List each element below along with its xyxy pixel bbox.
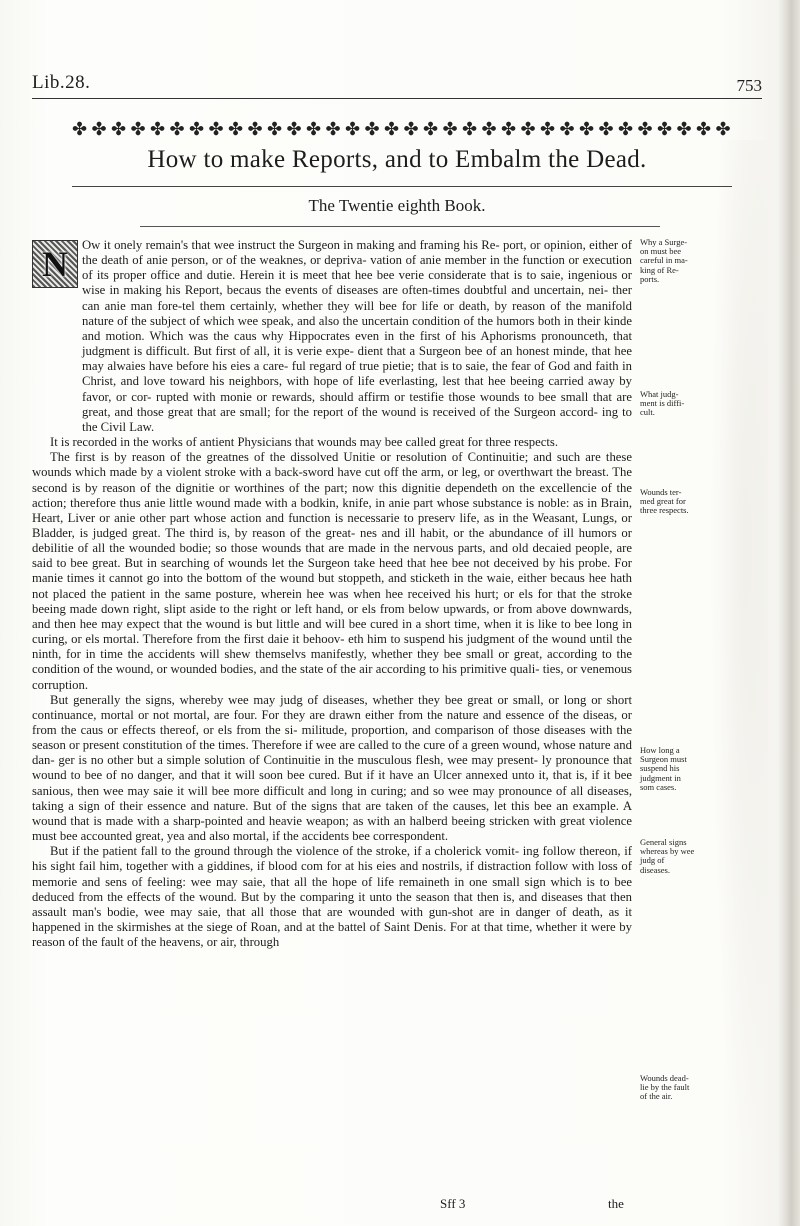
ornament-glyph: ✤ — [520, 118, 535, 139]
ornament-glyph: ✤ — [423, 118, 438, 139]
ornament-glyph: ✤ — [481, 118, 496, 139]
paragraph-5: But if the patient fall to the ground through the violence of the stroke, if a cholerick vomit- ing follow thereon, if his sight fail him, together with a giddines, if blood com for at his eies and nostrils, if distraction follow with loss of memorie and sens of feeling: wee may saie, that all the hope of life remaineth in one small sign which is to bee deduced from the effects of the wound. But by the comparing it unto the season that then is, and diseases that then assault man's bodie, wee may saie, that all those that are wounded with gun-shot are in danger of death, as it happened in the skirmishes at the siege of Roan, and at the battel of Saint Denis. For at that time, whether it were by reason of the fault of the heavens, or air, through — [32, 844, 632, 950]
margin-note: How long a Surgeon must suspend his judgment in som cases. — [640, 745, 687, 792]
paragraph-1: Ow it onely remain's that wee instruct the Surgeon in making and framing his Re- port, or opinion, either of the death of anie person, or of the weaknes, or depriva- vation of anie member in the function or execution of its proper office and dutie. Herein it is meet that hee bee verie considerate that is to saie, ingenious or wise in making his Report, becaus the events of diseases are often-times doubtful and uncertain, nei- ther can anie man fore-tel them certainly, whether they will bee for life or death, by reason of the manifold nature of the subject of which wee speak, and also the uncertain condition of the humors both in their kinde and motion. Which was the caus why Hippocrates even in the first of his Aphorisms pronounceth, that judgment is difficult. But first of all, it is verie expe- dient that a Surgeon bee of an honest minde, that hee may alwaies have before his eies a care- ful regard of true pietie; that is to saie, the fear of God and faith in Christ, and love toward his neighbors, with hope of life everlasting, lest that hee beeing carried away by favor, or cor- rupted with monie or rewards, should affirm or testifie those wounds to bee small that are great, and those great that are small; for the report of the wound is received of the Surgeon accord- ing to the Civil Law. — [82, 238, 632, 434]
ornament-glyph: ✤ — [286, 118, 301, 139]
ornament-glyph: ✤ — [696, 118, 711, 139]
ornament-glyph: ✤ — [189, 118, 204, 139]
body-text — [32, 238, 632, 950]
ornament-glyph: ✤ — [208, 118, 223, 139]
catchword: the — [608, 1196, 624, 1211]
ornament-glyph: ✤ — [91, 118, 106, 139]
running-head — [32, 72, 762, 100]
ornament-glyph: ✤ — [676, 118, 691, 139]
margin-note: Wounds ter- med great for three respects. — [640, 487, 689, 516]
ornament-glyph: ✤ — [540, 118, 555, 139]
ornament-glyph: ✤ — [345, 118, 360, 139]
ornament-glyph: ✤ — [403, 118, 418, 139]
ornament-glyph: ✤ — [637, 118, 652, 139]
margin-note: What judg- ment is diffi- cult. — [640, 389, 685, 418]
book-spine-edge — [778, 0, 800, 1226]
ornament-glyph: ✤ — [579, 118, 594, 139]
ornament-glyph: ✤ — [130, 118, 145, 139]
ornament-band — [72, 118, 730, 140]
ornament-glyph: ✤ — [462, 118, 477, 139]
margin-note: Wounds dead- lie by the fault of the air. — [640, 1073, 690, 1102]
drop-initial-letter: N — [42, 244, 68, 284]
ornament-glyph: ✤ — [72, 118, 87, 139]
chapter-title: How to make Reports, and to Embalm the Dead. — [147, 146, 647, 173]
book-subtitle: The Twentie eighth Book. — [308, 196, 486, 215]
ornament-glyph: ✤ — [715, 118, 730, 139]
ornament-glyph: ✤ — [306, 118, 321, 139]
margin-note: Why a Surge- on must bee careful in ma- king of Re- ports. — [640, 237, 688, 284]
title-rule — [72, 186, 732, 187]
ornament-glyph: ✤ — [559, 118, 574, 139]
ornament-glyph: ✤ — [111, 118, 126, 139]
margin-note: General signs whereas by wee judg of diseases. — [640, 837, 695, 875]
page-number: 753 — [736, 76, 762, 95]
signature-mark: Sff 3 — [440, 1196, 466, 1211]
book-number: Lib.28. — [32, 72, 91, 93]
ornament-glyph: ✤ — [247, 118, 262, 139]
ornament-glyph: ✤ — [169, 118, 184, 139]
ornament-glyph: ✤ — [618, 118, 633, 139]
ornament-glyph: ✤ — [150, 118, 165, 139]
ornament-glyph: ✤ — [598, 118, 613, 139]
subtitle-rule — [140, 226, 660, 227]
ornament-glyph: ✤ — [267, 118, 282, 139]
ornament-glyph: ✤ — [442, 118, 457, 139]
page-stain — [708, 140, 768, 1160]
header-rule — [32, 98, 762, 99]
ornament-glyph: ✤ — [657, 118, 672, 139]
paragraph-3: The first is by reason of the greatnes of the dissolved Unitie or resolution of Continuitie; and such are these wounds which made by a violent stroke with a back-sword have cut off the arm, or leg, or overthwart the breast. The second is by reason of the dignitie or worthines of the part; now this dignitie dependeth on the excellencie of the action; therefore thus anie little wound made with a bodkin, knife, in anie part whose substance is noble: as in Brain, Heart, Liver or anie other part whose action and function is necessarie to preserv life, as in the Weasant, Lungs, or Bladder, is judged great. The third is, by reason of the great- nes and ill habit, or the abundance of ill humors or debilitie of all the wounded bodie; so those wounds that are made in the nervous parts, and old decaied people, are said to bee great. But in searching of wounds let the Surgeon take heed that hee bee not deceived by his probe. For manie times it cannot go into the bottom of the wound but stoppeth, and sticketh in the waie, either becaus hee hath not placed the patient in the same posture, wherein hee was when hee received his hurt; or els for that the stroke beeing made down right, slipt aside to the right or left hand, or els from below upwards, or from above downwards, and then hee may expect that the wound is but little and will bee cured in a short time, when it is like to bee long in curing, or els mortal. Therefore from the first daie it behoov- eth him to suspend his judgment of the wound until the ninth, for in time the accidents will shew themselvs manifestly, whether they bee small or great, according to the condition of the wound, or wounded bodies, and the state of the air according to his primitive quali- ties, or venemous corruption. — [32, 450, 632, 692]
ornament-glyph: ✤ — [384, 118, 399, 139]
ornament-glyph: ✤ — [228, 118, 243, 139]
paragraph-2: It is recorded in the works of antient Physicians that wounds may bee called great for three respects. — [50, 435, 559, 450]
ornament-glyph: ✤ — [364, 118, 379, 139]
paragraph-4: But generally the signs, whereby wee may judg of diseases, whether they bee great or small, or long or short continuance, mortal or not mortal, are four. For they are drawn either from the nature and essence of the diseas, or from the caus or effects thereof, or els from the si- militude, proportion, and comparison of those diseases with the season or present constitution of the times. Therefore if wee are called to the cure of a green wound, whose nature and dan- ger is no other but a simple solution of Continuitie in the musculous flesh, wee may present- ly pronounce that wound to bee of no danger, and that it will soon bee cured. But if it have an Ulcer annexed unto it, that is, if it bee sanious, then wee may saie it will bee more difficult and long in curing; and so wee may pronounce of all diseases, taking a sign of their essence and nature. But of the signs that are taken of the causes, let this bee an example. A wound that is made with a sharp-pointed and heavie weapon; as with an halberd beeing stricken with great violence must bee accounted great, yea and also mortal, if the accidents bee correspondent. — [32, 692, 632, 844]
ornament-glyph: ✤ — [325, 118, 340, 139]
ornament-glyph: ✤ — [501, 118, 516, 139]
